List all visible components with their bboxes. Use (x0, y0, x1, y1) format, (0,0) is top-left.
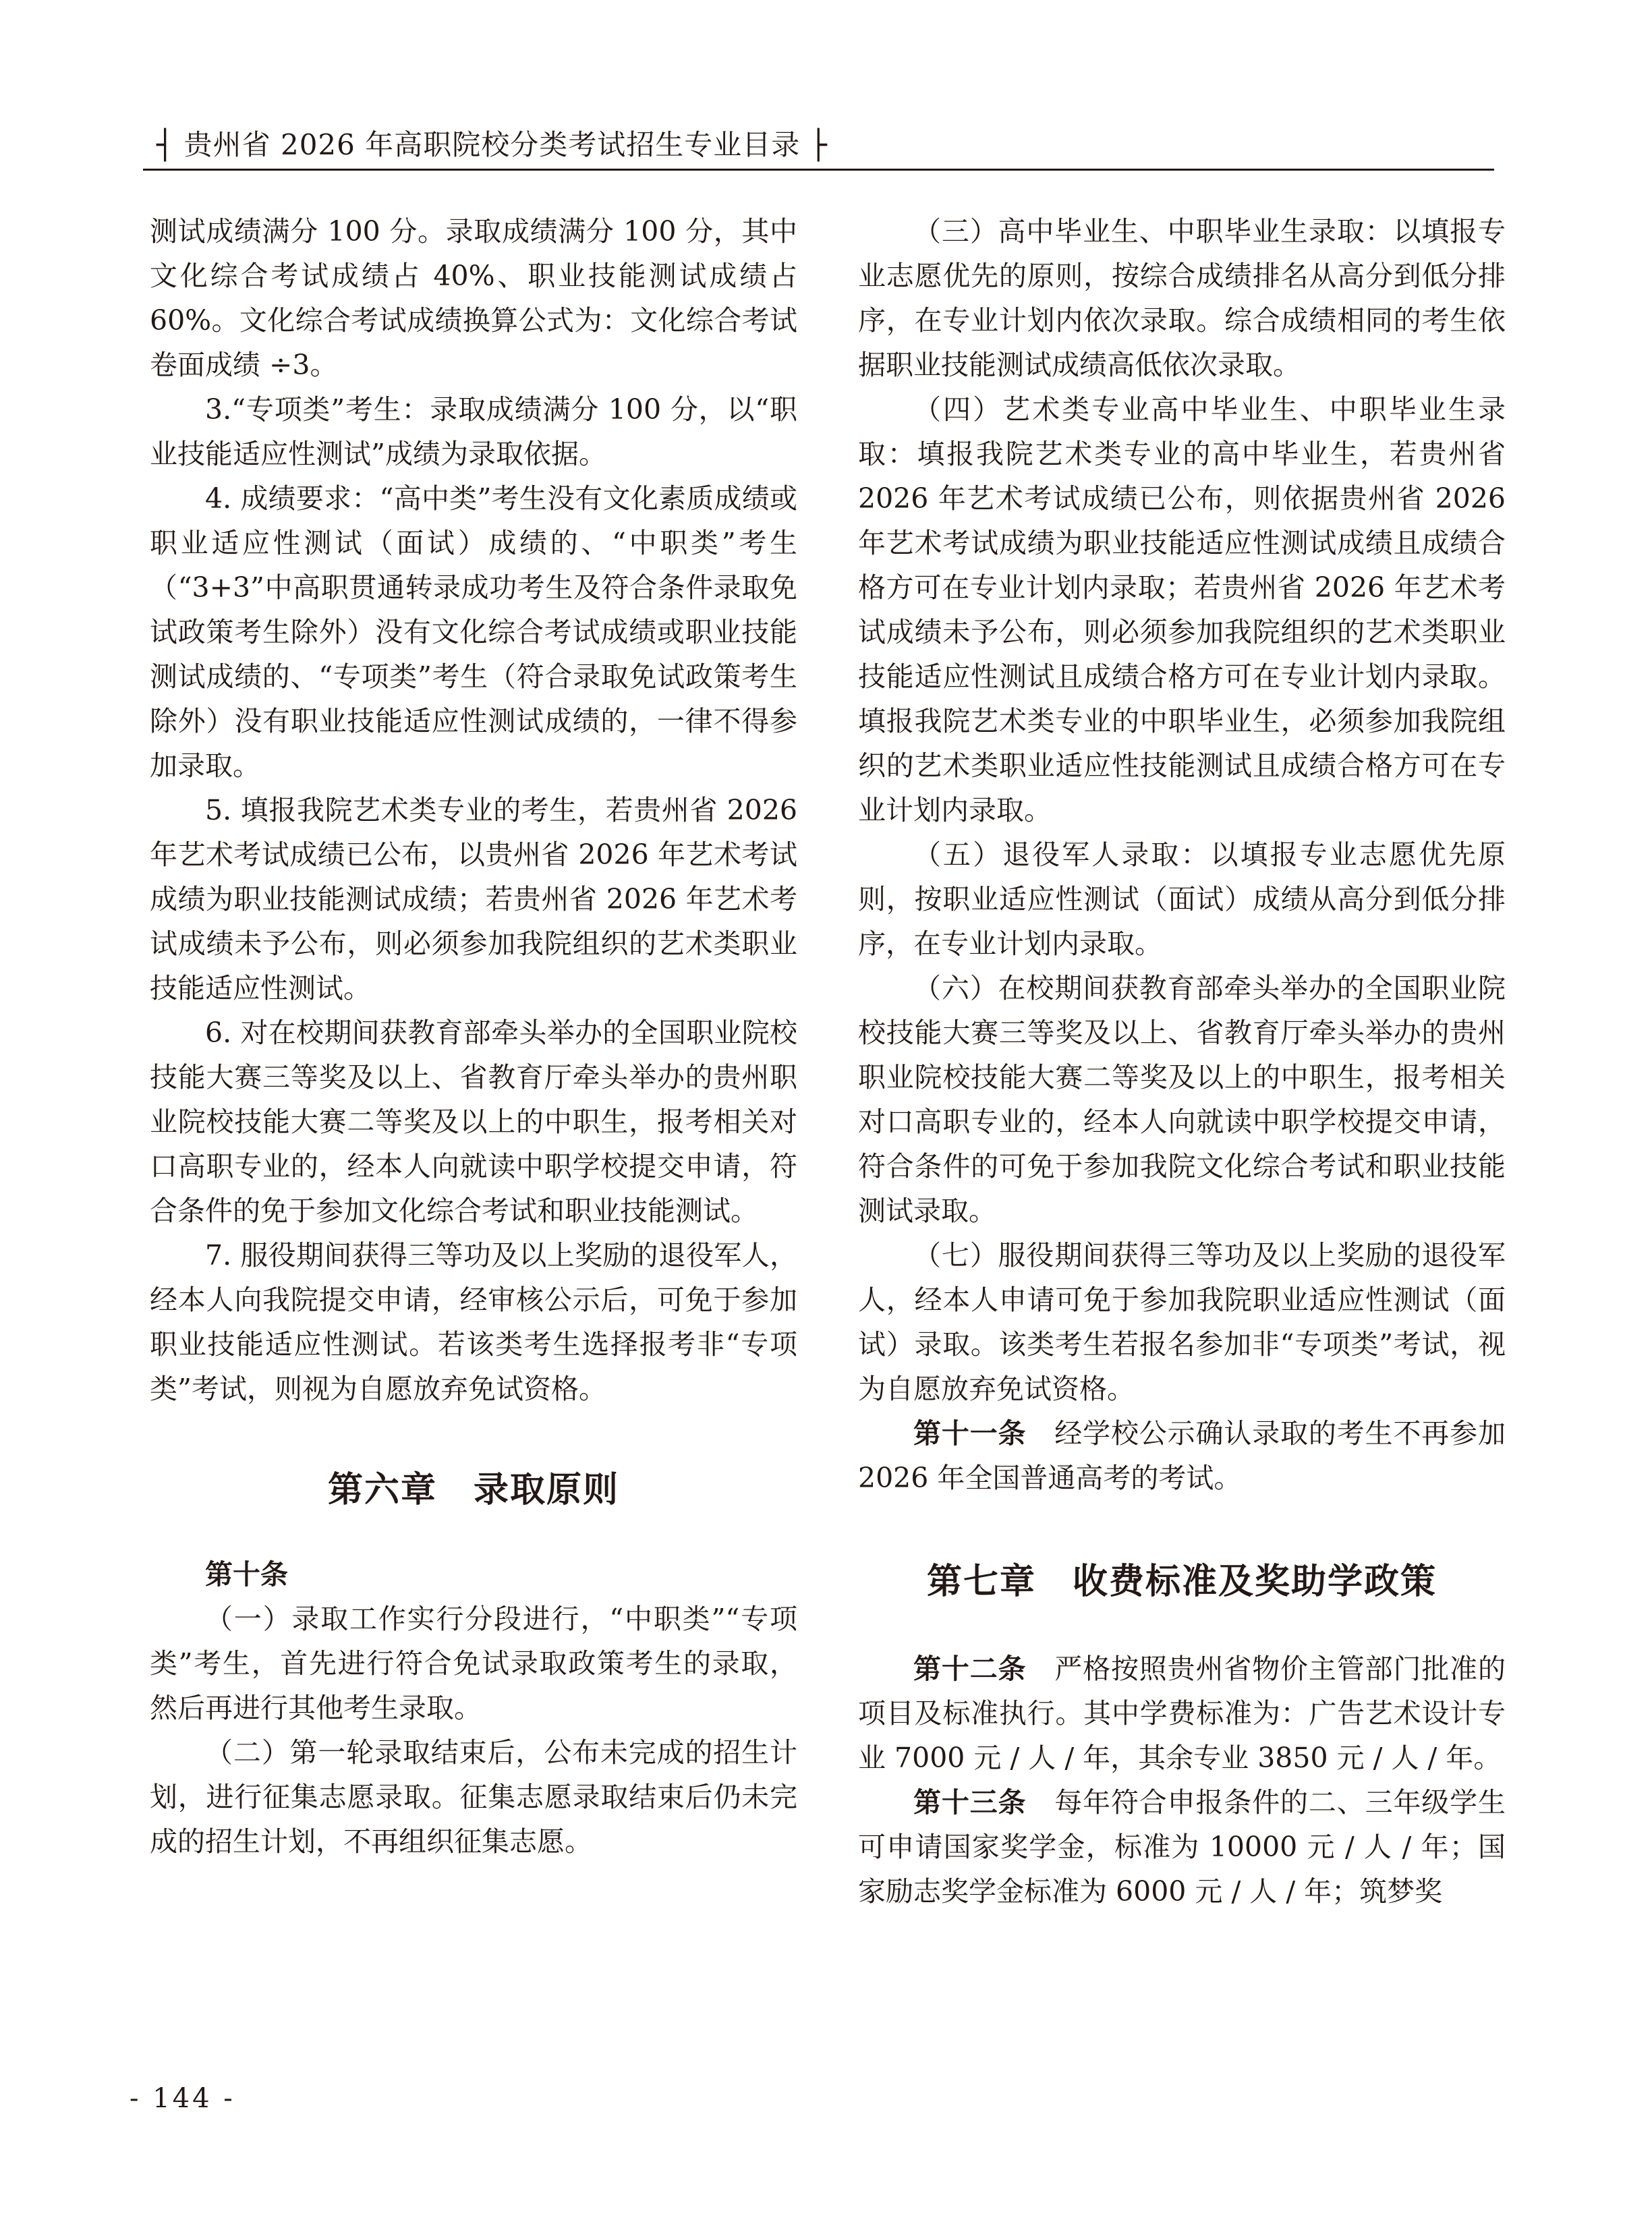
paragraph: （七）服役期间获得三等功及以上奖励的退役军人，经本人申请可免于参加我院职业适应性测试（面试）录取。该类考生若报名参加非“专项类”考试，视为自愿放弃免试资格。 (858, 1239, 1506, 1405)
paragraph: 6. 对在校期间获教育部牵头举办的全国职业院校技能大赛三等奖及以上、省教育厅牵头举办的贵州职业院校技能大赛二等奖及以上的中职生，报考相关对口高职专业的，经本人向就读中职学校提交申请，符合条件的免于参加文化综合考试和职业技能测试。 (150, 1017, 797, 1227)
article-11-text: 经学校公示确认录取的考生不再参加 2026 年全国普通高考的考试。 (858, 1417, 1506, 1494)
article-13-text: 每年符合申报条件的二、三年级学生可申请国家奖学金，标准为 10000 元 / 人 / 年；国家励志奖学金标准为 6000 元 / 人 / 年；筑梦奖 (858, 1786, 1506, 1908)
page-number: - 144 - (130, 2083, 235, 2114)
paragraph: （四）艺术类专业高中毕业生、中职毕业生录取：填报我院艺术类专业的高中毕业生，若贵州省 2026 年艺术考试成绩已公布，则依据贵州省 2026 年艺术考试成绩为职业技能适应性测试成绩且成绩合格方可在专业计划内录取；若贵州省 2026 年艺术考试成绩未予公布，则必须参加我院组织的艺术类职业技能适应性测试且成绩合格方可在专业计划内录取。填报我院艺术类专业的中职毕业生，必须参加我院组织的艺术类职业适应性技能测试且成绩合格方可在专业计划内录取。 (858, 393, 1506, 826)
article-12-text: 严格按照贵州省物价主管部门批准的项目及标准执行。其中学费标准为：广告艺术设计专业 7000 元 / 人 / 年，其余专业 3850 元 / 人 / 年。 (858, 1653, 1506, 1774)
paragraph: 4. 成绩要求：“高中类”考生没有文化素质成绩或职业适应性测试（面试）成绩的、“中职类”考生（“3+3”中高职贯通转录成功考生及符合条件录取免试政策考生除外）没有文化综合考试成绩或职业技能测试成绩的、“专项类”考生（符合录取免试政策考生除外）没有职业技能适应性测试成绩的，一律不得参加录取。 (150, 482, 797, 782)
article-10-heading: 第十条 (205, 1558, 288, 1591)
article-11-label: 第十一条 (913, 1417, 1027, 1450)
paragraph: （一）录取工作实行分段进行，“中职类”“专项类”考生，首先进行符合免试录取政策考生的录取，然后再进行其他考生录取。 (150, 1603, 797, 1724)
running-header: ┤ 贵州省 2026 年高职院校分类考试招生专业目录 ├ (156, 128, 828, 161)
paragraph: 3.“专项类”考生：录取成绩满分 100 分，以“职业技能适应性测试”成绩为录取依据。 (150, 393, 797, 470)
chapter-6-heading: 第六章 录取原则 (327, 1470, 619, 1510)
article-12 (858, 1647, 1506, 1780)
right-column (858, 209, 1506, 1914)
paragraph: （二）第一轮录取结束后，公布未完成的招生计划，进行征集志愿录取。征集志愿录取结束后仍未完成的招生计划，不再组织征集志愿。 (150, 1736, 797, 1858)
header-rule (143, 169, 1494, 171)
paragraph: 测试成绩满分 100 分。录取成绩满分 100 分，其中文化综合考试成绩占 40%、职业技能测试成绩占 60%。文化综合考试成绩换算公式为：文化综合考试卷面成绩 ÷3。 (150, 215, 797, 381)
paragraph: 7. 服役期间获得三等功及以上奖励的退役军人，经本人向我院提交申请，经审核公示后，可免于参加职业技能适应性测试。若该类考生选择报考非“专项类”考试，则视为自愿放弃免试资格。 (150, 1239, 797, 1405)
paragraph: （六）在校期间获教育部牵头举办的全国职业院校技能大赛三等奖及以上、省教育厅牵头举办的贵州职业院校技能大赛二等奖及以上的中职生，报考相关对口高职专业的，经本人向就读中职学校提交申请，符合条件的可免于参加我院文化综合考试和职业技能测试录取。 (858, 972, 1506, 1227)
article-13 (858, 1780, 1506, 1914)
article-11 (858, 1411, 1506, 1500)
paragraph: （五）退役军人录取：以填报专业志愿优先原则，按职业适应性测试（面试）成绩从高分到低分排序，在专业计划内录取。 (858, 838, 1506, 960)
paragraph: （三）高中毕业生、中职毕业生录取：以填报专业志愿优先的原则，按综合成绩排名从高分到低分排序，在专业计划内依次录取。综合成绩相同的考生依据职业技能测试成绩高低依次录取。 (858, 215, 1506, 381)
article-13-label: 第十三条 (913, 1786, 1027, 1819)
paragraph: 5. 填报我院艺术类专业的考生，若贵州省 2026 年艺术考试成绩已公布，以贵州省 2026 年艺术考试成绩为职业技能测试成绩；若贵州省 2026 年艺术考试成绩未予公布，则必须参加我院组织的艺术类职业技能适应性测试。 (150, 794, 797, 1004)
left-column (150, 209, 797, 1864)
article-12-label: 第十二条 (913, 1653, 1027, 1685)
chapter-7-heading: 第七章 收费标准及奖助学政策 (926, 1562, 1437, 1602)
